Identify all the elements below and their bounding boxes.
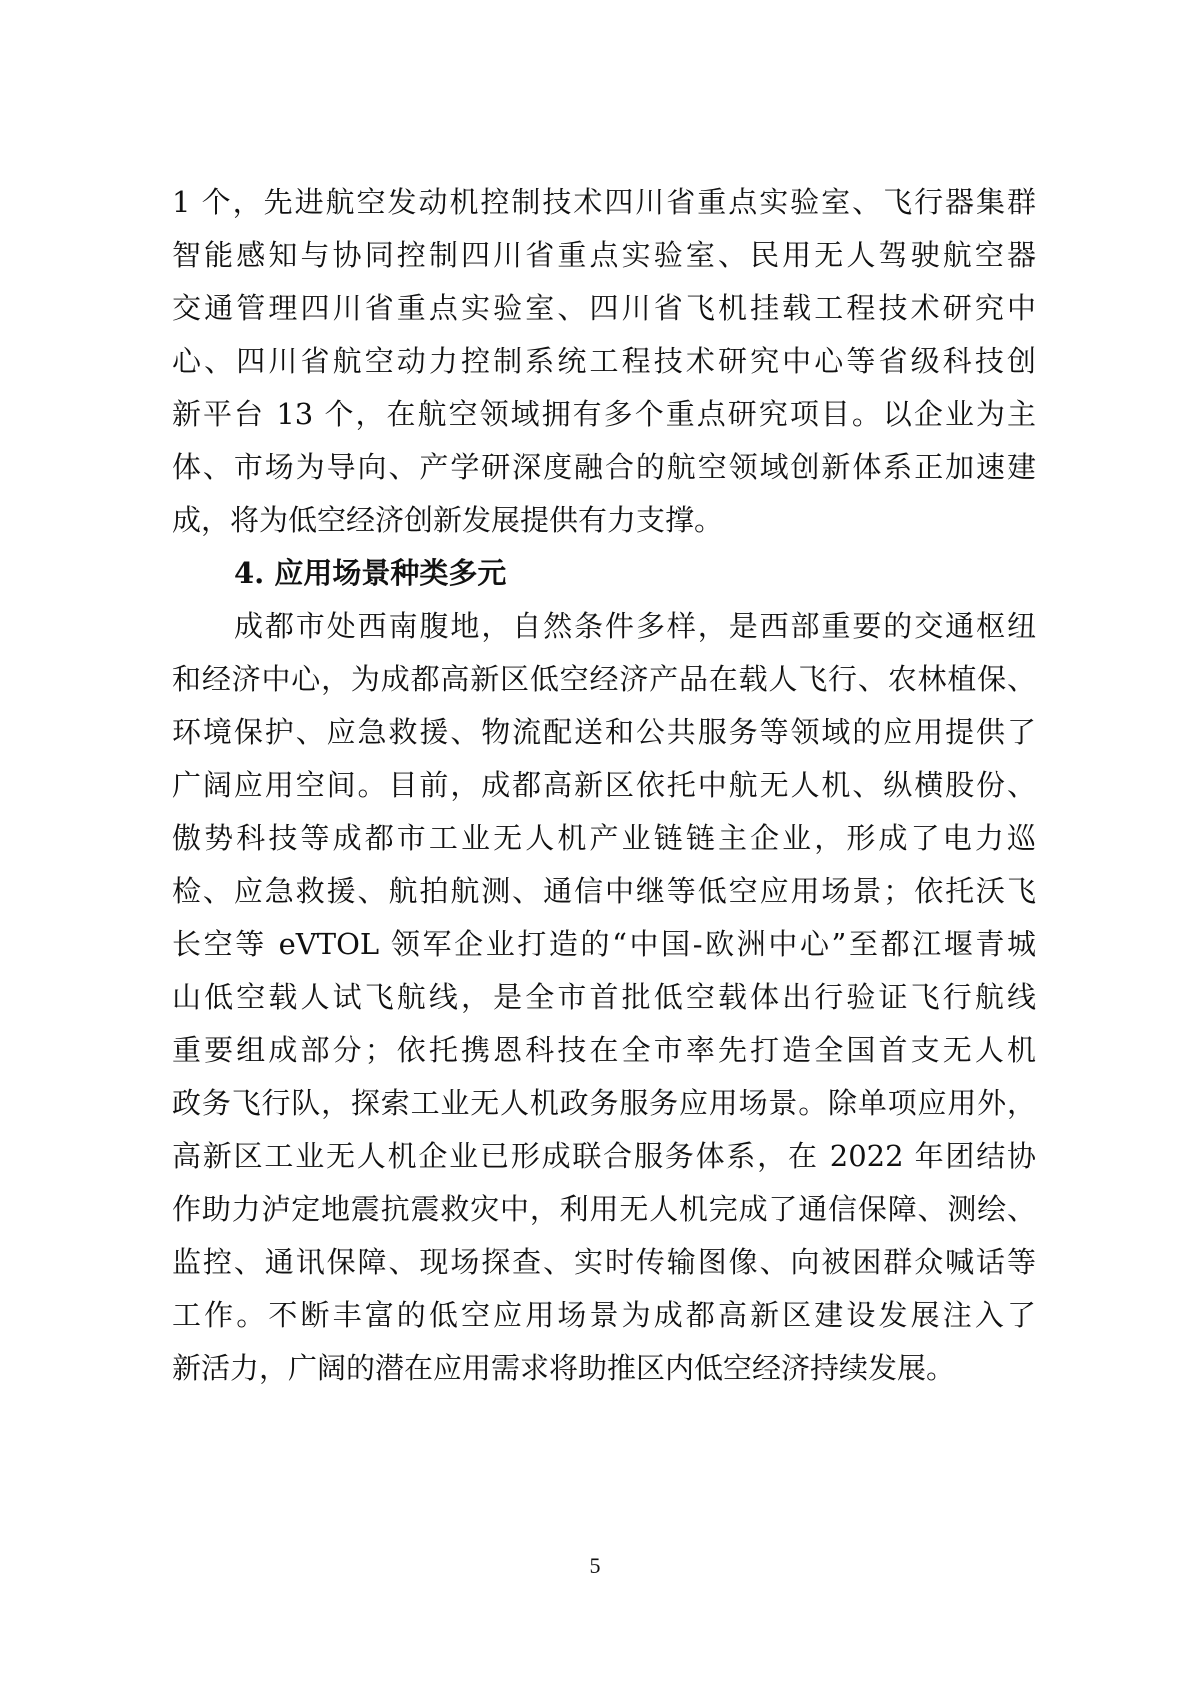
paragraph-line: 作助力泸定地震抗震救灾中，利用无人机完成了通信保障、测绘、 (172, 1192, 1036, 1226)
paragraph-line: 心、四川省航空动力控制系统工程技术研究中心等省级科技创 (172, 344, 1036, 378)
paragraph-line: 山低空载人试飞航线，是全市首批低空载体出行验证飞行航线 (172, 980, 1036, 1014)
paragraph-line: 重要组成部分；依托携恩科技在全市率先打造全国首支无人机 (172, 1033, 1036, 1067)
paragraph-line: 1 个，先进航空发动机控制技术四川省重点实验室、飞行器集群 (172, 185, 1036, 219)
paragraph-line: 工作。不断丰富的低空应用场景为成都高新区建设发展注入了 (172, 1298, 1036, 1332)
paragraph-line: 交通管理四川省重点实验室、四川省飞机挂载工程技术研究中 (172, 291, 1036, 325)
paragraph-line: 成，将为低空经济创新发展提供有力支撑。 (172, 503, 724, 537)
page-number: 5 (589, 1553, 601, 1578)
paragraph-line: 环境保护、应急救援、物流配送和公共服务等领域的应用提供了 (172, 715, 1036, 749)
section-heading: 4. 应用场景种类多元 (234, 556, 507, 590)
paragraph-line: 体、市场为导向、产学研深度融合的航空领域创新体系正加速建 (172, 450, 1036, 484)
paragraph-line: 监控、通讯保障、现场探查、实时传输图像、向被困群众喊话等 (172, 1245, 1036, 1279)
paragraph-line: 智能感知与协同控制四川省重点实验室、民用无人驾驶航空器 (172, 238, 1036, 272)
paragraph-line: 检、应急救援、航拍航测、通信中继等低空应用场景；依托沃飞 (172, 874, 1036, 908)
paragraph-line: 政务飞行队，探索工业无人机政务服务应用场景。除单项应用外， (172, 1086, 1036, 1120)
paragraph-line: 成都市处西南腹地，自然条件多样，是西部重要的交通枢纽 (234, 609, 1036, 643)
paragraph-line: 和经济中心，为成都高新区低空经济产品在载人飞行、农林植保、 (172, 662, 1036, 696)
paragraph-line: 新平台 13 个，在航空领域拥有多个重点研究项目。以企业为主 (172, 397, 1036, 431)
paragraph-line: 长空等 eVTOL 领军企业打造的“中国-欧洲中心”至都江堰青城 (172, 927, 1036, 961)
paragraph-line: 新活力，广阔的潜在应用需求将助推区内低空经济持续发展。 (172, 1351, 956, 1385)
paragraph-line: 广阔应用空间。目前，成都高新区依托中航无人机、纵横股份、 (172, 768, 1036, 802)
paragraph-line: 高新区工业无人机企业已形成联合服务体系，在 2022 年团结协 (172, 1139, 1036, 1173)
paragraph-line: 傲势科技等成都市工业无人机产业链链主企业，形成了电力巡 (172, 821, 1036, 855)
